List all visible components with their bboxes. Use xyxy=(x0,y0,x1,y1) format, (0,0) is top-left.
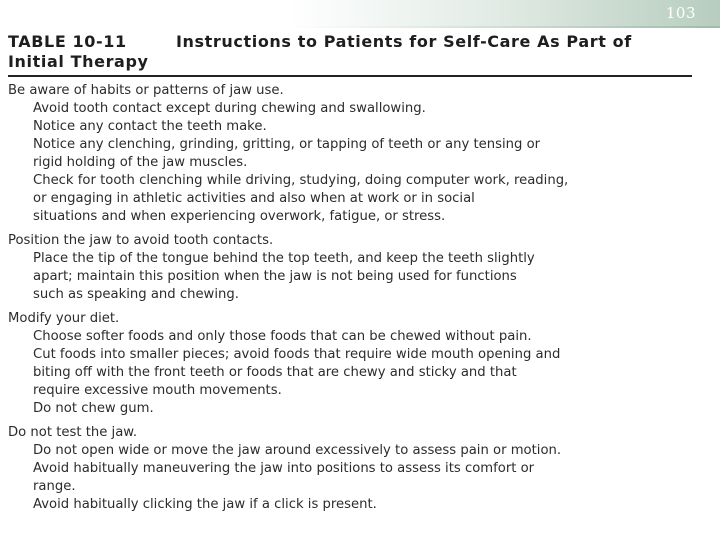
title-rule xyxy=(8,75,692,77)
instruction-line: Cut foods into smaller pieces; avoid foods that require wide mouth opening and xyxy=(33,347,561,362)
instruction-line: Notice any contact the teeth make. xyxy=(33,119,267,134)
table-title-line-1: Instructions to Patients for Self-Care As Part of xyxy=(176,32,632,51)
instruction-line: Choose softer foods and only those foods that can be chewed without pain. xyxy=(33,329,532,344)
instruction-item xyxy=(8,100,698,118)
section-modify-diet xyxy=(8,310,698,418)
instruction-item xyxy=(8,496,698,514)
instruction-line: such as speaking and chewing. xyxy=(33,287,239,302)
instruction-item xyxy=(8,442,698,460)
slide-header-edge xyxy=(0,26,720,28)
section-aware-of-habits xyxy=(8,82,698,226)
instruction-line: Do not chew gum. xyxy=(33,401,154,416)
section-heading: Position the jaw to avoid tooth contacts. xyxy=(8,233,274,248)
section-heading: Be aware of habits or patterns of jaw use. xyxy=(8,83,284,98)
section-position-jaw xyxy=(8,232,698,304)
instruction-line: rigid holding of the jaw muscles. xyxy=(33,155,248,170)
instruction-item xyxy=(8,400,698,418)
table-number: TABLE 10-11 xyxy=(8,32,127,51)
slide-number: 103 xyxy=(665,4,696,22)
instruction-line: Do not open wide or move the jaw around excessively to assess pain or motion. xyxy=(33,443,562,458)
instruction-item xyxy=(8,136,698,172)
section-heading: Modify your diet. xyxy=(8,311,120,326)
instruction-item xyxy=(8,328,698,346)
instruction-line: situations and when experiencing overwork, fatigue, or stress. xyxy=(33,209,446,224)
slide-header-bar xyxy=(0,0,720,26)
instruction-line: require excessive mouth movements. xyxy=(33,383,282,398)
table-title-line-2: Initial Therapy xyxy=(8,52,149,71)
instruction-line: Check for tooth clenching while driving, studying, doing computer work, reading, xyxy=(33,173,569,188)
instruction-line: Avoid habitually clicking the jaw if a click is present. xyxy=(33,497,377,512)
section-heading: Do not test the jaw. xyxy=(8,425,138,440)
instruction-item xyxy=(8,250,698,304)
instructions-body xyxy=(8,82,698,514)
instruction-item xyxy=(8,460,698,496)
instruction-line: Avoid habitually maneuvering the jaw into positions to assess its comfort or xyxy=(33,461,535,476)
instruction-line: biting off with the front teeth or foods that are chewy and sticky and that xyxy=(33,365,517,380)
instruction-line: apart; maintain this position when the jaw is not being used for functions xyxy=(33,269,517,284)
instruction-item xyxy=(8,118,698,136)
instruction-item xyxy=(8,172,698,226)
instruction-item xyxy=(8,346,698,400)
instruction-line: or engaging in athletic activities and also when at work or in social xyxy=(33,191,475,206)
section-do-not-test-jaw xyxy=(8,424,698,514)
instruction-line: Avoid tooth contact except during chewing and swallowing. xyxy=(33,101,426,116)
instruction-line: Place the tip of the tongue behind the top teeth, and keep the teeth slightly xyxy=(33,251,535,266)
instruction-line: range. xyxy=(33,479,76,494)
instruction-line: Notice any clenching, grinding, gritting, or tapping of teeth or any tensing or xyxy=(33,137,541,152)
table-title xyxy=(8,32,708,72)
